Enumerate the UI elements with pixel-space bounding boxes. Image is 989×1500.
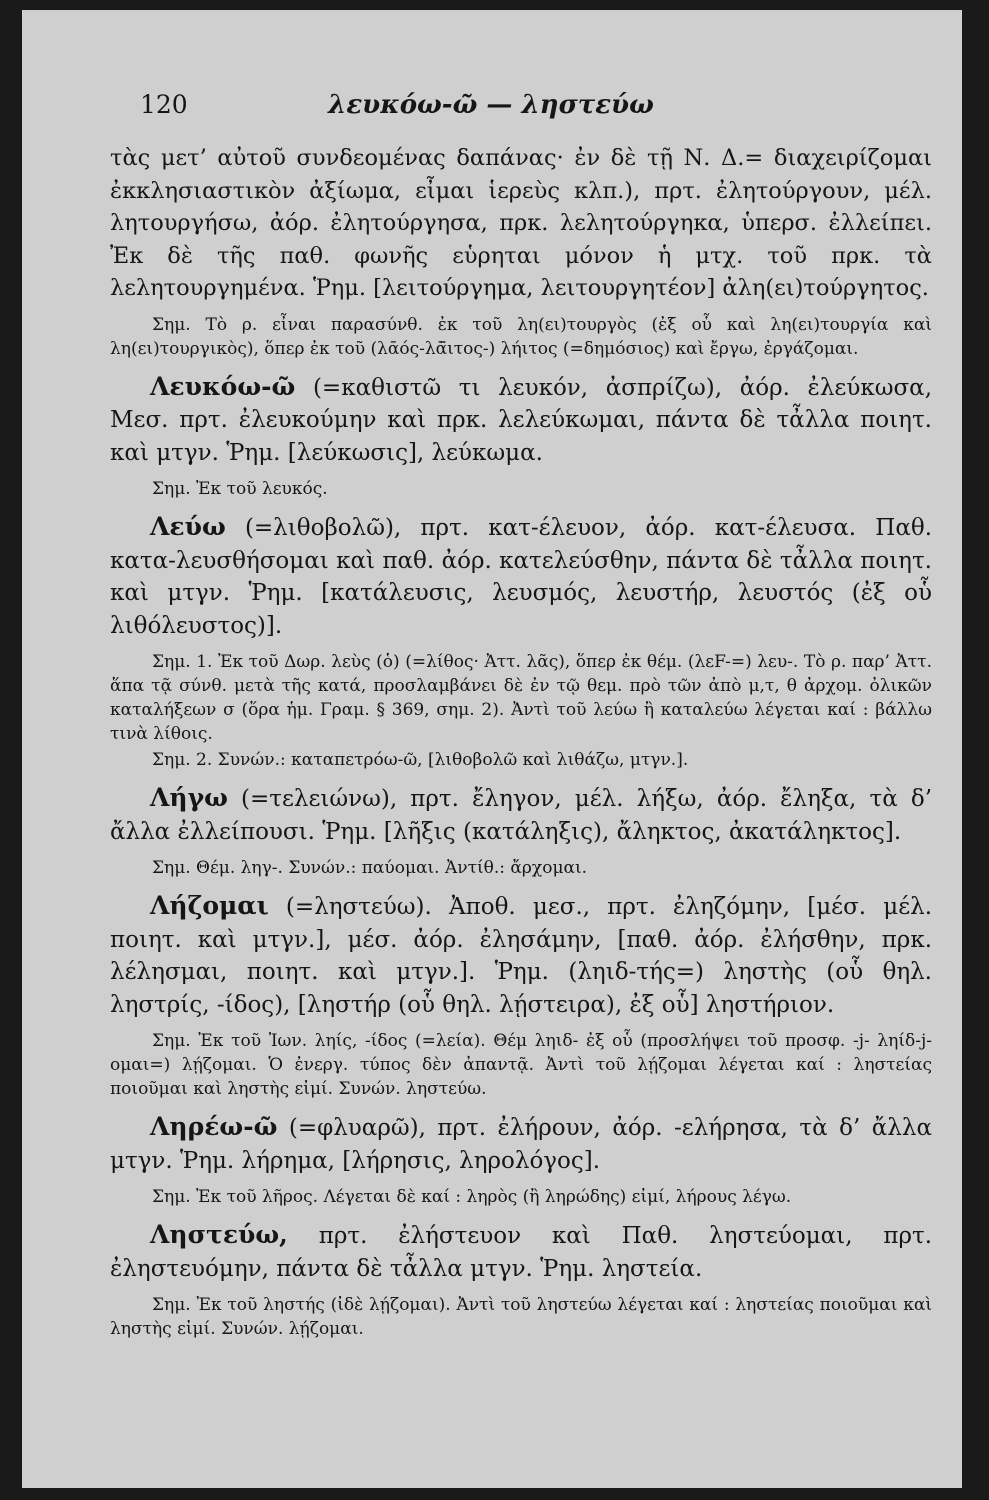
entry-text: (=λιθοβολῶ), πρτ. κατ-έλευον, ἀόρ. κατ-έλευσα. Παθ. κατα-λευσθήσομαι καὶ παθ. ἀόρ. κατελεύσθην, πάντα δὲ τἆλλα ποιητ. καὶ μτγν. Ῥημ. [κατάλευσις, λευσμός, λευστήρ, λευστός (ἐξ οὗ λιθόλευστος)]. [110,515,933,639]
headword: Λεύω [150,512,226,541]
entry-text: (=φλυαρῶ), πρτ. ἐλήρουν, ἀόρ. -ελήρησα, τὰ δ’ ἄλλα μτγν. Ῥημ. λήρημα, [λήρησις, ληρολόγος]. [110,1115,932,1174]
entry-text: (=τελειώνω), πρτ. ἔληγον, μέλ. λήξω, ἀόρ. ἔληξα, τὰ δ’ ἄλλα ἐλλείπουσι. Ῥημ. [λῆξις (κατάληξις), ἄληκτος, ἀκατάληκτος]. [110,786,932,845]
headword: Ληστεύω, [150,1220,288,1249]
entry-text: (=ληστεύω). Ἀποθ. μεσ., πρτ. ἐληζόμην, [μέσ. μέλ. ποιητ. καὶ μτγν.], μέσ. ἀόρ. ἐλησάμην, [παθ. ἀόρ. ἐλήσθην, πρκ. λέλησμαι, ποιητ. καὶ μτγν.]. Ῥημ. (ληιδ-τής=) ληστὴς (οὗ θηλ. ληστρίς, -ίδος), [ληστήρ (οὗ θηλ. λῄστειρα), ἐξ οὗ] ληστήριον. [110,894,933,1018]
note-text: Σημ. Θέμ. ληγ-. Συνών.: παύομαι. Ἀντίθ.: ἄρχομαι. [152,858,588,878]
opening-paragraph: τὰς μετ’ αὐτοῦ συνδεομένας δαπάνας· ἐν δὲ τῇ Ν. Δ.= διαχειρίζομαι ἐκκλησιαστικὸν ἀξίωμα, εἶμαι ἱερεὺς κλπ.), πρτ. ἐλητούργουν, μέλ. λητουργήσω, ἀόρ. ἐλητούργησα, πρκ. λελητούργηκα, ὑπερσ. ἐλλείπει. Ἐκ δὲ τῆς παθ. φωνῆς εὑρηται μόνον ἡ μτχ. τοῦ πρκ. τὰ λελητουργημένα. Ῥημ. [λειτούργημα, λειτουργητέον] ἀλη(ει)τούργητος. [110,145,932,301]
opening-note [110,313,932,361]
note-text: Σημ. Ἐκ τοῦ Ἰων. ληίς, -ίδος (=λεία). Θέμ ληιδ- ἐξ οὗ (προσλήψει τοῦ προσφ. -j- ληίδ-j-ομαι=) λῄζομαι. Ὁ ἐνεργ. τύπος δὲν ἀπαντᾷ. Ἀντὶ τοῦ λῄζομαι λέγεται καί : ληστείας ποιοῦμαι καὶ ληστὴς εἰμί. Συνών. ληστεύω. [110,1031,932,1099]
entry-note [110,856,932,880]
entry-note [110,748,932,772]
entry-text: (=καθιστῶ τι λευκόν, ἀσπρίζω), ἀόρ. ἐλεύκωσα, Μεσ. πρτ. ἐλευκούμην καὶ πρκ. λελεύκωμαι, πάντα δὲ τἆλλα ποιητ. καὶ μτγν. Ῥημ. [λεύκωσις], λεύκωμα. [110,374,933,466]
entry-lereo [110,1111,932,1177]
page-header [110,90,932,130]
entry-lego [110,782,932,848]
entry-note [110,1293,932,1341]
headword: Ληρέω-ῶ [150,1112,278,1141]
book-page [22,10,962,1488]
entry-note [110,477,932,501]
entry-lesteuo [110,1219,932,1285]
entry-leuo [110,511,932,642]
entry-text: πρτ. ἐλήστευον καὶ Παθ. ληστεύομαι, πρτ. ἐληστευόμην, πάντα δὲ τἆλλα μτγν. Ῥημ. ληστεία. [110,1223,933,1282]
note-text: Σημ. Ἐκ τοῦ ληστής (ἰδὲ λῄζομαι). Ἀντὶ τοῦ ληστεύω λέγεται καί : ληστείας ποιοῦμαι καὶ ληστὴς εἰμί. Συνών. λῄζομαι. [110,1295,932,1339]
entry-note [110,1185,932,1209]
headword: Λήγω [150,783,228,812]
note-text: Σημ. Ἐκ τοῦ λευκός. [152,479,328,499]
headword: Λευκόω-ῶ [150,371,296,401]
note-text: Σημ. 1. Ἐκ τοῦ Δωρ. λεὺς (ὁ) (=λίθος· Ἀττ. λᾶς), ὅπερ ἐκ θέμ. (λεF-=) λευ-. Τὸ ρ. παρ’ Ἀττ. ἅπα τᾷ σύνθ. μετὰ τῆς κατά, προσλαμβάνει δὲ ἐν τῷ θεμ. πρὸ τῶν ἀπὸ μ,τ, θ ἀρχομ. ὀλικῶν καταλήξεων σ (ὅρα ἡμ. Γραμ. § 369, σημ. 2). Ἀντὶ τοῦ λεύω ἢ καταλεύω λέγεται καί : βάλλω τινὰ λίθοις. [110,652,932,744]
note-text: Σημ. Ἐκ τοῦ λῆρος. Λέγεται δὲ καί : ληρὸς (ἢ ληρώδης) εἰμί, λήρους λέγω. [152,1187,792,1207]
entry-note [110,1029,932,1101]
note-text: Σημ. 2. Συνών.: καταπετρόω-ῶ, [λιθοβολῶ καὶ λιθάζω, μτγν.]. [152,750,689,770]
entry-note [110,650,932,746]
page-number: 120 [140,90,188,119]
headword: Λήζομαι [150,891,269,920]
running-title: λευκόω-ῶ — ληστεύω [328,90,654,120]
entry-lezomai [110,890,932,1021]
entry-leukoo [110,371,932,470]
opening-note-text: Σημ. Τὸ ρ. εἶναι παρασύνθ. ἐκ τοῦ λη(ει)τουργὸς (ἐξ οὗ καὶ λη(ει)τουργία καὶ λη(ει)τουργικὸς), ὅπερ ἐκ τοῦ (λᾱός-λᾱ̈ιτος-) λήιτος (=δημόσιος) καὶ ἔργω, ἐργάζομαι. [110,314,932,359]
